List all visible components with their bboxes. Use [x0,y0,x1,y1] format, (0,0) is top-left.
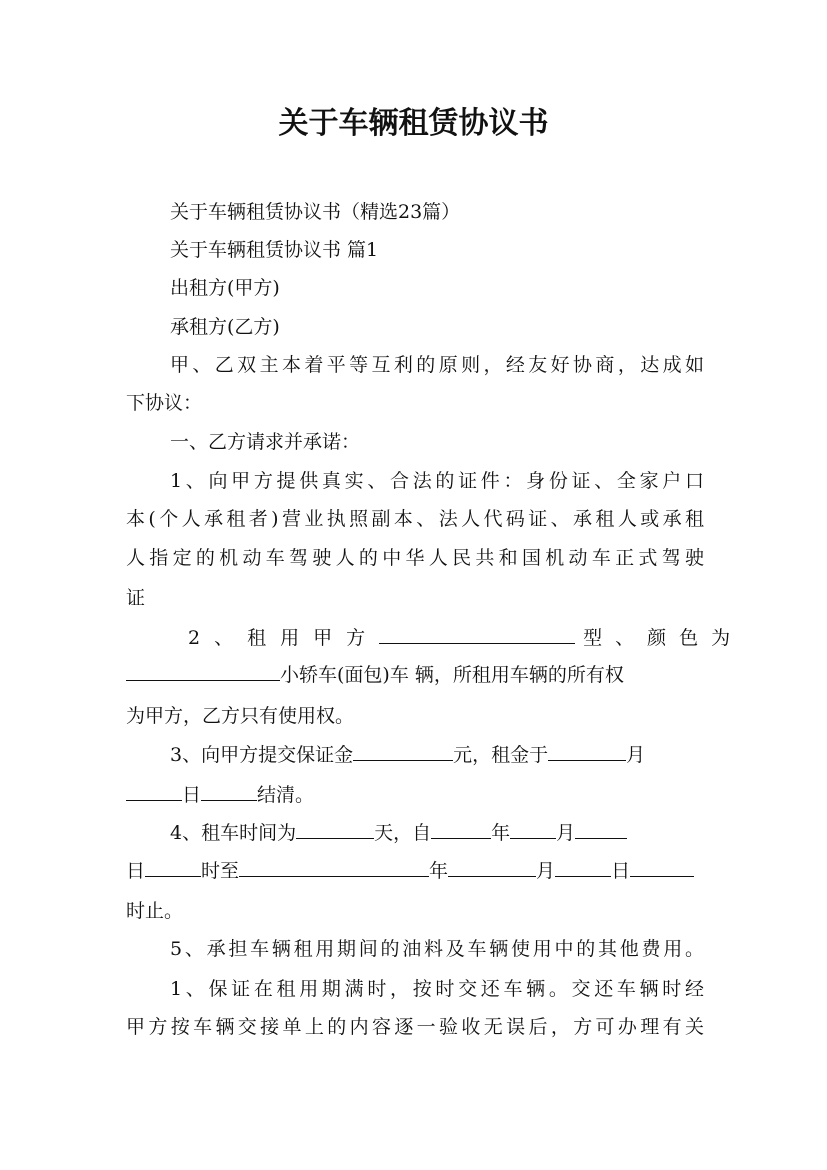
subtitle-line: 关于车辆租赁协议书（精选23篇） [170,201,461,223]
clause-text: 2、租用甲方 [188,627,380,649]
clause-text: 天，自 [374,822,432,844]
lessee-line: 承租方(乙方) [170,316,280,338]
clause-line [170,741,704,769]
clause-text: 年 [491,822,511,844]
paragraph-line: 证 [126,587,146,609]
document-title: 关于车辆租赁协议书 [278,106,549,141]
blank-field [126,662,280,681]
blank-field [575,820,627,839]
clause-line [126,661,704,689]
blank-field [510,820,556,839]
clause-text: 时至 [201,860,240,882]
clause-text: 日 [611,860,631,882]
clause-line [188,624,744,652]
blank-field [239,858,429,877]
blank-field [379,625,575,644]
paragraph-line: 人指定的机动车驾驶人的中华人民共和国机动车正式驾驶 [126,547,704,569]
blank-field [126,782,182,801]
clause-text: 月 [626,744,646,766]
blank-field [448,858,536,877]
blank-field [201,782,257,801]
blank-field [555,858,611,877]
clause-text: 日 [182,784,202,806]
clause-text: 月 [556,822,576,844]
paragraph-line: 甲、乙双主本着平等互利的原则，经友好协商，达成如 [170,354,704,376]
clause-text: 元，租金于 [453,744,549,766]
lessor-line: 出租方(甲方) [170,277,280,299]
paragraph-line: 为甲方，乙方只有使用权。 [126,705,355,727]
paragraph-line: 5、承担车辆租用期间的油料及车辆使用中的其他费用。 [170,938,704,960]
clause-text: 月 [536,860,556,882]
blank-field [548,742,626,761]
section-heading: 关于车辆租赁协议书 篇1 [170,239,379,261]
clause-text: 年 [429,860,449,882]
clause-line [126,857,704,885]
clause-text: 结清。 [257,784,315,806]
blank-field [296,820,374,839]
clause-text: 小轿车(面包)车 辆，所租用车辆的所有权 [280,664,624,686]
clause-heading: 一、乙方请求并承诺： [170,431,361,453]
paragraph-line: 1、保证在租用期满时，按时交还车辆。交还车辆时经 [170,978,704,1000]
clause-text: 日 [126,860,146,882]
paragraph-line: 时止。 [126,900,184,922]
clause-line [126,781,704,809]
clause-text: 型、颜色为 [583,627,744,649]
paragraph-line: 1、向甲方提供真实、合法的证件：身份证、全家户口 [170,470,704,492]
paragraph-line: 甲方按车辆交接单上的内容逐一验收无误后，方可办理有关 [126,1016,704,1038]
blank-field [145,858,201,877]
blank-field [353,742,453,761]
paragraph-line: 本(个人承租者)营业执照副本、法人代码证、承租人或承租 [126,508,704,530]
clause-text: 4、租车时间为 [170,822,297,844]
blank-field [431,820,491,839]
paragraph-line: 下协议： [126,392,203,414]
blank-field [630,858,694,877]
clause-line [170,819,704,847]
clause-text: 3、向甲方提交保证金 [170,744,354,766]
